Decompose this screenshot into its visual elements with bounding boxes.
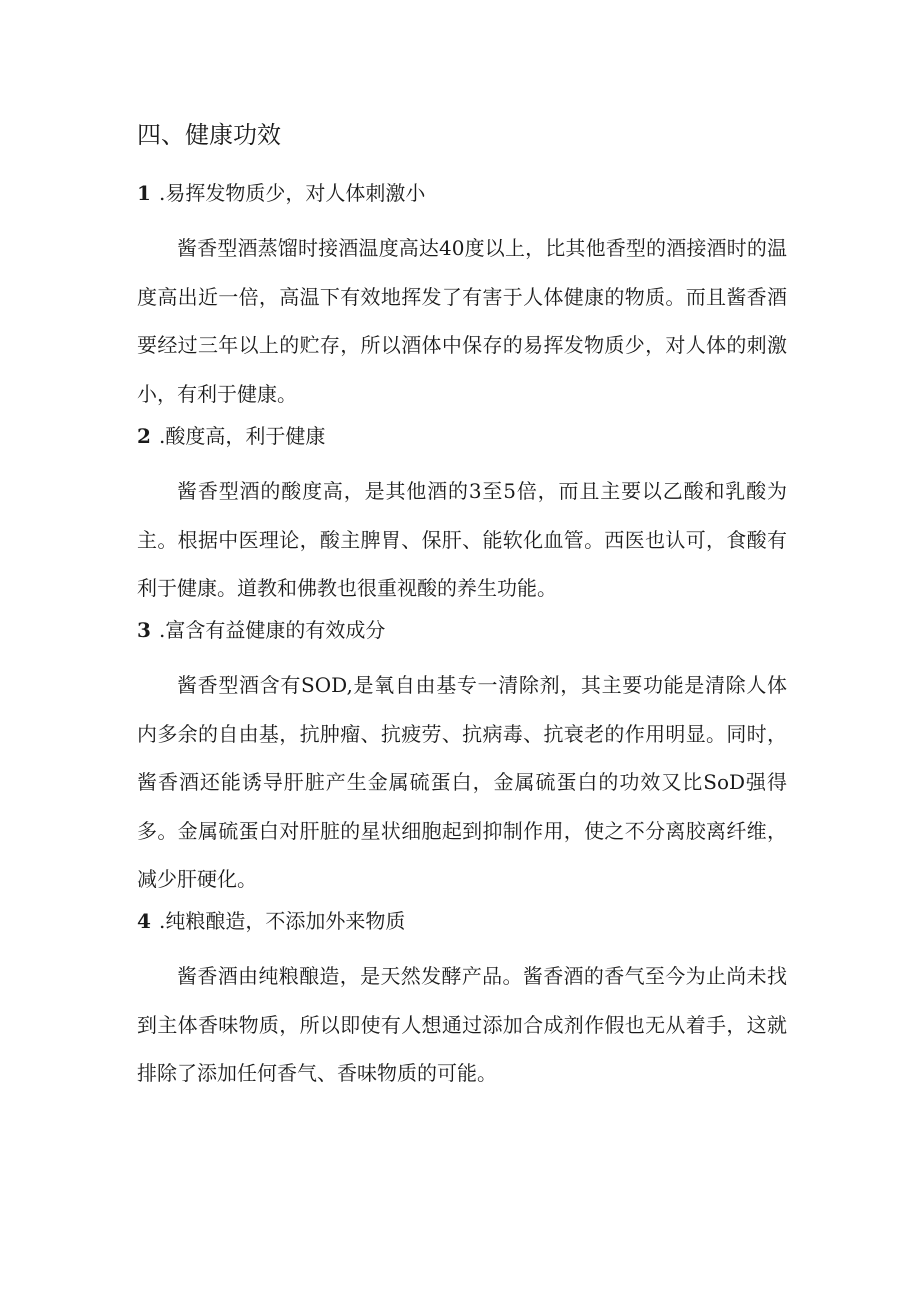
section-number: 2 (137, 424, 151, 448)
section-3 (137, 615, 787, 904)
section-paragraph: 酱香型酒含有SOD,是氧自由基专一清除剂，其主要功能是清除人体内多余的自由基，抗肿瘤、抗疲劳、抗病毒、抗衰老的作用明显。同时，酱香酒还能诱导肝脏产生金属硫蛋白，金属硫蛋白的功效又比SoD强得多。金属硫蛋白对肝脏的星状细胞起到抑制作用，使之不分离胶离纤维，减少肝硬化。 (137, 673, 787, 891)
section-heading-text: .酸度高，利于健康 (159, 424, 326, 448)
section-number: 3 (137, 618, 151, 642)
section-number: 4 (137, 909, 151, 933)
section-heading (137, 421, 787, 451)
section-paragraph: 酱香型酒蒸馏时接酒温度高达40度以上，比其他香型的酒接酒时的温度高出近一倍，高温下有效地挥发了有害于人体健康的物质。而且酱香酒要经过三年以上的贮存，所以酒体中保存的易挥发物质少，对人体的刺激小，有利于健康。 (137, 236, 787, 406)
section-heading (137, 615, 787, 645)
section-2 (137, 421, 787, 613)
section-paragraph: 酱香酒由纯粮酿造，是天然发酵产品。酱香酒的香气至今为止尚未找到主体香味物质，所以即使有人想通过添加合成剂作假也无从着手，这就排除了添加任何香气、香味物质的可能。 (137, 964, 787, 1085)
section-1 (137, 178, 787, 418)
document-title: 四、健康功效 (137, 121, 281, 149)
section-heading (137, 906, 787, 936)
section-paragraph: 酱香型酒的酸度高，是其他酒的3至5倍，而且主要以乙酸和乳酸为主。根据中医理论，酸主脾胃、保肝、能软化血管。西医也认可，食酸有利于健康。道教和佛教也很重视酸的养生功能。 (137, 479, 787, 600)
section-number: 1 (137, 181, 151, 205)
section-heading-text: .纯粮酿造，不添加外来物质 (159, 909, 406, 933)
section-heading-text: .易挥发物质少，对人体刺激小 (159, 181, 426, 205)
section-heading (137, 178, 787, 208)
section-heading-text: .富含有益健康的有效成分 (159, 618, 386, 642)
section-4 (137, 906, 787, 1098)
